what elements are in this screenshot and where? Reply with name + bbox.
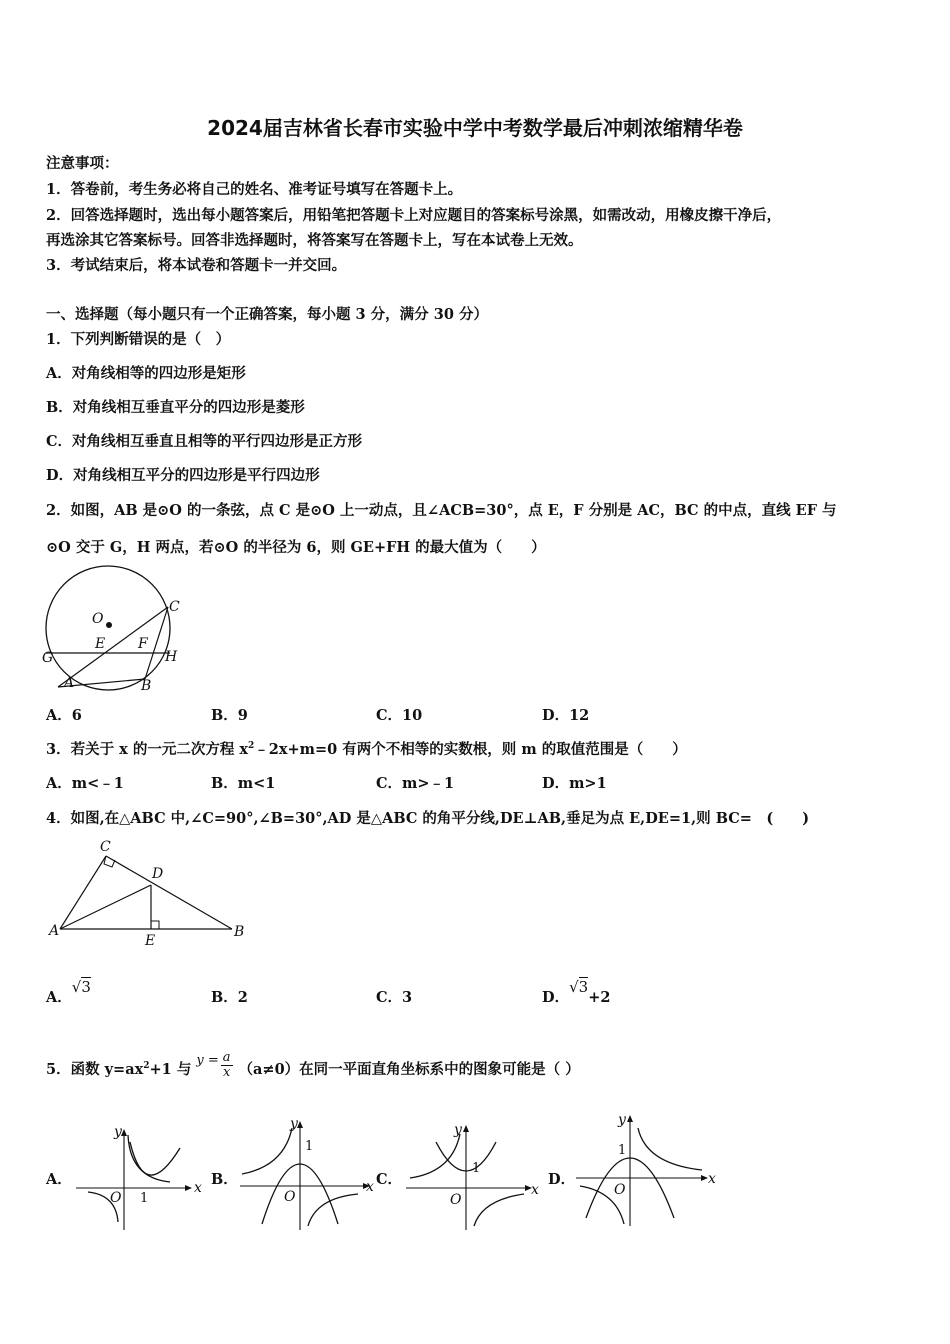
option-a-value: 3 [81, 978, 91, 996]
side-cb [106, 856, 232, 929]
circle-figure [40, 563, 185, 693]
question-5-stem [46, 1046, 580, 1091]
fraction-lhs: y = [196, 1052, 219, 1068]
x-axis-label: x [531, 1182, 539, 1198]
graph-option-b [234, 1114, 379, 1234]
x-axis-label: x [708, 1171, 716, 1187]
option-d-value: 3 [578, 978, 589, 996]
hyperbola-branch-upper [638, 1128, 702, 1170]
option-d-suffix: +2 [588, 989, 611, 1006]
origin-label: O [614, 1182, 626, 1198]
label-e: E [95, 636, 106, 652]
question-1-option-b: B．对角线相互垂直平分的四边形是菱形 [46, 399, 305, 416]
x-axis-label: x [366, 1179, 374, 1195]
center-point [106, 622, 112, 628]
question-3-stem-a: 3．若关于 x 的一元二次方程 x [46, 741, 249, 758]
label-o: O [92, 611, 104, 627]
section-heading: 一、选择题（每小题只有一个正确答案，每小题 3 分，满分 30 分） [46, 306, 488, 323]
label-f: F [138, 636, 148, 652]
fraction-numerator: a [222, 1050, 231, 1066]
fraction-denominator: x [222, 1065, 231, 1081]
question-5-stem-b: +1 与 [149, 1060, 192, 1078]
chord-ac [58, 607, 168, 687]
question-5-option-a: A． [46, 1171, 72, 1188]
hyperbola-branch-upper [410, 1134, 460, 1178]
y-axis-label: y [114, 1124, 122, 1140]
notes-item: 再选涂其它答案标号。回答非选择题时，将答案写在答题卡上，写在本试卷上无效。 [46, 232, 583, 249]
question-2-option-c: C．10 [376, 707, 423, 724]
question-2-stem-line2: ⊙O 交于 G，H 两点，若⊙O 的半径为 6，则 GE+FH 的最大值为（ ） [46, 539, 546, 556]
label-c: C [100, 839, 111, 855]
question-1-option-a: A．对角线相等的四边形是矩形 [46, 365, 246, 382]
question-5-option-c: C． [376, 1171, 403, 1188]
notes-item: 1．答卷前，考生务必将自己的姓名、准考证号填写在答题卡上。 [46, 181, 463, 198]
question-2-option-d: D．12 [542, 707, 590, 724]
one-label: 1 [140, 1191, 149, 1206]
x-axis-label: x [194, 1180, 202, 1196]
one-label: 1 [305, 1139, 314, 1154]
question-5-option-d: D． [548, 1171, 576, 1188]
y-axis-arrow-icon [627, 1115, 633, 1122]
label-d: D [152, 866, 164, 882]
question-2-option-a: A．6 [46, 707, 82, 724]
question-2-option-b: B．9 [211, 707, 248, 724]
parabola-curve [130, 1142, 180, 1175]
question-4-option-d [542, 978, 611, 1007]
graph-option-d [570, 1108, 725, 1233]
question-3-option-c: C．m>﹣1 [376, 775, 455, 792]
origin-label: O [450, 1192, 462, 1208]
hyperbola-branch-lower [474, 1194, 524, 1226]
question-3-option-a: A．m<﹣1 [46, 775, 124, 792]
label-b: B [234, 924, 245, 940]
question-1-option-d: D．对角线相互平分的四边形是平行四边形 [46, 467, 320, 484]
one-label: 1 [472, 1161, 481, 1176]
notes-heading: 注意事项： [46, 155, 119, 172]
hyperbola-branch-upper [242, 1128, 292, 1174]
label-a: A [49, 923, 60, 939]
label-e: E [145, 933, 156, 949]
question-4-option-a [46, 978, 91, 1007]
chord-bc [145, 607, 168, 679]
question-4-stem: 4．如图,在△ABC 中,∠C=90°,∠B=30°,AD 是△ABC 的角平分线,DE⊥AB,垂足为点 E,DE=1,则 BC= ( ) [46, 810, 810, 827]
question-5-option-b: B． [211, 1171, 238, 1188]
notes-item: 3．考试结束后，将本试卷和答题卡一并交回。 [46, 257, 347, 274]
question-4-option-b: B．2 [211, 989, 248, 1006]
y-axis-label: y [454, 1122, 462, 1138]
question-2-stem-line1: 2．如图，AB 是⊙O 的一条弦，点 C 是⊙O 上一动点，且∠ACB=30°，点 E，F 分别是 AC，BC 的中点，直线 EF 与 [46, 502, 837, 519]
question-1-stem: 1．下列判断错误的是（ ） [46, 331, 231, 348]
x-axis-arrow-icon [185, 1185, 192, 1191]
origin-label: O [284, 1189, 296, 1205]
y-axis-label: y [290, 1116, 298, 1132]
right-angle-mark-e [151, 921, 159, 929]
question-3-stem-b: ﹣2x+m=0 有两个不相等的实数根，则 m 的取值范围是（ ） [254, 741, 687, 758]
one-label: 1 [618, 1143, 627, 1158]
label-b: B [141, 678, 152, 694]
label-g: G [42, 650, 54, 666]
question-5-exponent: 2 [143, 1061, 150, 1071]
label-h: H [165, 649, 178, 665]
y-axis-arrow-icon [463, 1125, 469, 1132]
question-4-option-c: C．3 [376, 989, 413, 1006]
question-5-stem-c: （a≠0）在同一平面直角坐标系中的图象可能是（ ） [238, 1060, 580, 1078]
option-a-label: A． [46, 989, 72, 1006]
sqrt-icon: √ [569, 978, 579, 996]
option-d-label: D． [542, 989, 570, 1006]
question-5-stem-a: 5．函数 y=ax [46, 1060, 144, 1078]
label-c: C [169, 599, 180, 615]
origin-label: O [110, 1190, 122, 1206]
question-1-option-c: C．对角线相互垂直且相等的平行四边形是正方形 [46, 433, 363, 450]
page-title: 2024届吉林省长春市实验中学中考数学最后冲刺浓缩精华卷 [207, 116, 743, 140]
sqrt-icon: √ [71, 978, 82, 996]
notes-item: 2．回答选择题时，选出每小题答案后，用铅笔把答题卡上对应题目的答案标号涂黑，如需改动，用橡皮擦干净后， [46, 207, 782, 224]
question-3-stem [46, 738, 687, 759]
x-axis-arrow-icon [701, 1175, 708, 1181]
question-3-exponent: 2 [248, 741, 255, 752]
label-a: A [64, 675, 75, 691]
question-3-option-b: B．m<1 [211, 775, 276, 792]
y-axis-label: y [618, 1112, 626, 1128]
fraction [221, 1051, 233, 1080]
circle-o [46, 566, 170, 690]
triangle-figure [46, 836, 256, 951]
graph-option-a [70, 1120, 200, 1235]
graph-option-c [400, 1118, 545, 1233]
question-3-option-d: D．m>1 [542, 775, 607, 792]
